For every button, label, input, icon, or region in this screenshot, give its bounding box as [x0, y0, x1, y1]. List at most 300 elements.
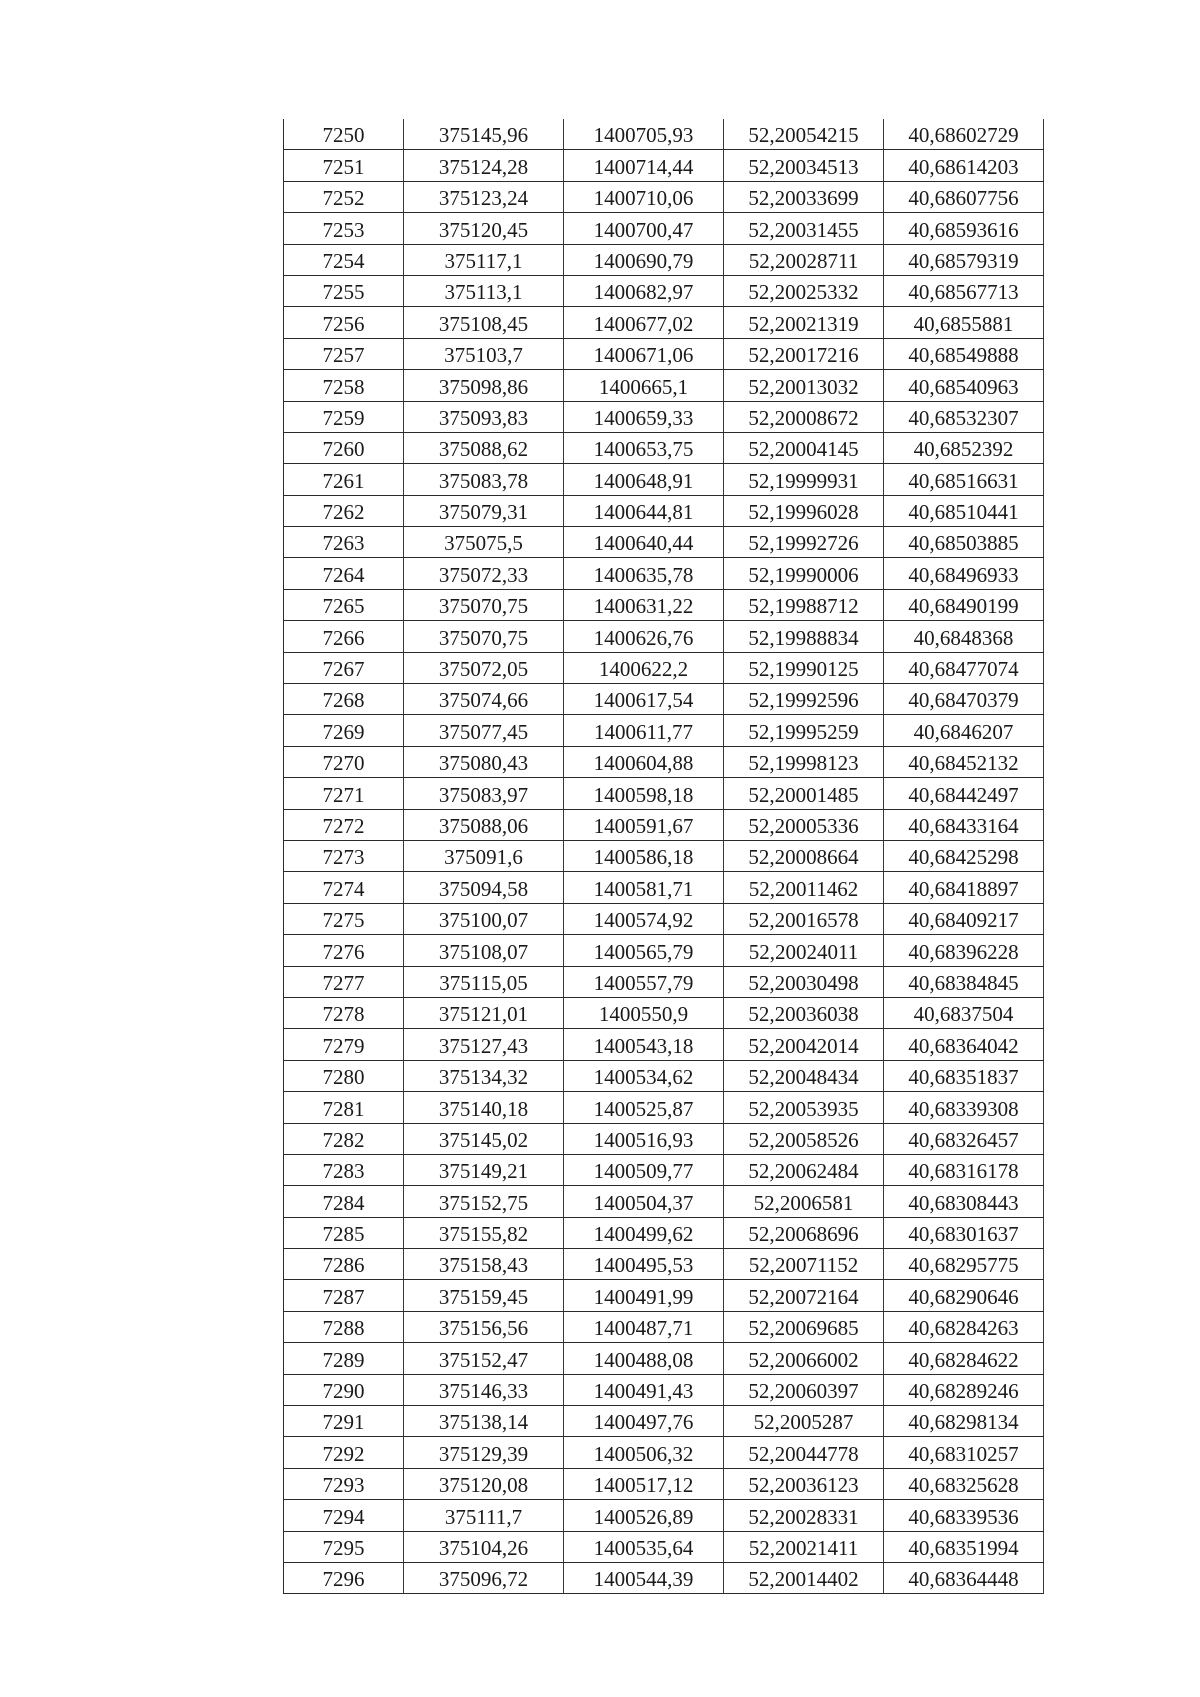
- cell-value: 7277: [322, 970, 365, 995]
- cell-value: 52,19998123: [748, 751, 859, 776]
- cell-value: 1400487,71: [593, 1316, 694, 1341]
- cell-value: 40,68310257: [908, 1441, 1019, 1466]
- cell-value: 1400504,37: [593, 1190, 694, 1215]
- y-coordinate-cell: [564, 997, 724, 1028]
- latitude-cell: [724, 558, 884, 589]
- x-coordinate-cell: [404, 527, 564, 558]
- point-number-cell: [284, 621, 404, 652]
- latitude-cell: [724, 495, 884, 526]
- table-row: [284, 903, 1044, 934]
- point-number-cell: [284, 1186, 404, 1217]
- cell-value: 52,2005287: [753, 1410, 854, 1435]
- cell-value: 375077,45: [438, 719, 529, 744]
- latitude-cell: [724, 840, 884, 871]
- cell-value: 52,20030498: [748, 970, 859, 995]
- y-coordinate-cell: [564, 684, 724, 715]
- longitude-cell: [884, 1437, 1044, 1468]
- y-coordinate-cell: [564, 746, 724, 777]
- cell-value: 7287: [322, 1284, 365, 1309]
- cell-value: 375159,45: [438, 1284, 529, 1309]
- point-number-cell: [284, 432, 404, 463]
- x-coordinate-cell: [404, 684, 564, 715]
- cell-value: 375094,58: [438, 876, 529, 901]
- x-coordinate-cell: [404, 1123, 564, 1154]
- cell-value: 1400677,02: [593, 311, 694, 336]
- longitude-cell: [884, 464, 1044, 495]
- point-number-cell: [284, 746, 404, 777]
- cell-value: 7253: [322, 217, 365, 242]
- x-coordinate-cell: [404, 652, 564, 683]
- cell-value: 52,20011462: [748, 876, 859, 901]
- longitude-cell: [884, 527, 1044, 558]
- latitude-cell: [724, 244, 884, 275]
- point-number-cell: [284, 1343, 404, 1374]
- cell-value: 7296: [322, 1567, 365, 1592]
- table-row: [284, 432, 1044, 463]
- y-coordinate-cell: [564, 715, 724, 746]
- cell-value: 375104,26: [438, 1535, 529, 1560]
- longitude-cell: [884, 715, 1044, 746]
- latitude-cell: [724, 1249, 884, 1280]
- cell-value: 1400653,75: [593, 437, 694, 462]
- cell-value: 40,6837504: [913, 1002, 1014, 1027]
- x-coordinate-cell: [404, 1186, 564, 1217]
- table-row: [284, 464, 1044, 495]
- point-number-cell: [284, 840, 404, 871]
- x-coordinate-cell: [404, 370, 564, 401]
- latitude-cell: [724, 307, 884, 338]
- latitude-cell: [724, 370, 884, 401]
- table-row: [284, 1531, 1044, 1562]
- cell-value: 40,68496933: [908, 562, 1019, 587]
- cell-value: 375127,43: [438, 1033, 529, 1058]
- latitude-cell: [724, 1217, 884, 1248]
- longitude-cell: [884, 1249, 1044, 1280]
- y-coordinate-cell: [564, 558, 724, 589]
- y-coordinate-cell: [564, 527, 724, 558]
- cell-value: 7279: [322, 1033, 365, 1058]
- cell-value: 375074,66: [438, 688, 529, 713]
- latitude-cell: [724, 1060, 884, 1091]
- cell-value: 40,68607756: [908, 186, 1019, 211]
- cell-value: 1400491,99: [593, 1284, 694, 1309]
- longitude-cell: [884, 621, 1044, 652]
- cell-value: 1400544,39: [593, 1567, 694, 1592]
- cell-value: 375103,7: [444, 343, 523, 368]
- table-row: [284, 997, 1044, 1028]
- longitude-cell: [884, 1123, 1044, 1154]
- cell-value: 375156,56: [438, 1316, 529, 1341]
- table-row: [284, 1217, 1044, 1248]
- x-coordinate-cell: [404, 903, 564, 934]
- cell-value: 1400586,18: [593, 845, 694, 870]
- y-coordinate-cell: [564, 1217, 724, 1248]
- table-row: [284, 621, 1044, 652]
- latitude-cell: [724, 1406, 884, 1437]
- y-coordinate-cell: [564, 307, 724, 338]
- point-number-cell: [284, 1217, 404, 1248]
- cell-value: 1400509,77: [593, 1159, 694, 1184]
- longitude-cell: [884, 997, 1044, 1028]
- cell-value: 40,68532307: [908, 405, 1019, 430]
- cell-value: 40,68477074: [908, 657, 1019, 682]
- cell-value: 1400682,97: [593, 280, 694, 305]
- cell-value: 375158,43: [438, 1253, 529, 1278]
- table-row: [284, 746, 1044, 777]
- cell-value: 52,20044778: [748, 1441, 859, 1466]
- cell-value: 1400516,93: [593, 1127, 694, 1152]
- table-row: [284, 1343, 1044, 1374]
- table-row: [284, 1060, 1044, 1091]
- cell-value: 52,20071152: [748, 1253, 859, 1278]
- latitude-cell: [724, 966, 884, 997]
- cell-value: 375120,45: [438, 217, 529, 242]
- x-coordinate-cell: [404, 119, 564, 150]
- longitude-cell: [884, 307, 1044, 338]
- cell-value: 375129,39: [438, 1441, 529, 1466]
- cell-value: 375080,43: [438, 751, 529, 776]
- cell-value: 40,68351837: [908, 1065, 1019, 1090]
- table-row: [284, 338, 1044, 369]
- x-coordinate-cell: [404, 401, 564, 432]
- cell-value: 40,6855881: [913, 311, 1014, 336]
- cell-value: 40,68452132: [908, 751, 1019, 776]
- x-coordinate-cell: [404, 432, 564, 463]
- cell-value: 40,6846207: [913, 719, 1014, 744]
- cell-value: 52,19990125: [748, 657, 859, 682]
- y-coordinate-cell: [564, 1154, 724, 1185]
- cell-value: 7259: [322, 405, 365, 430]
- table-row: [284, 589, 1044, 620]
- cell-value: 1400491,43: [593, 1379, 694, 1404]
- y-coordinate-cell: [564, 181, 724, 212]
- latitude-cell: [724, 150, 884, 181]
- cell-value: 1400534,62: [593, 1065, 694, 1090]
- point-number-cell: [284, 1060, 404, 1091]
- cell-value: 52,20072164: [748, 1284, 859, 1309]
- cell-value: 7281: [322, 1096, 365, 1121]
- cell-value: 52,20060397: [748, 1379, 859, 1404]
- longitude-cell: [884, 1468, 1044, 1499]
- point-number-cell: [284, 1249, 404, 1280]
- latitude-cell: [724, 464, 884, 495]
- cell-value: 40,68301637: [908, 1222, 1019, 1247]
- cell-value: 52,20021319: [748, 311, 859, 336]
- latitude-cell: [724, 872, 884, 903]
- x-coordinate-cell: [404, 1500, 564, 1531]
- cell-value: 375100,07: [438, 908, 529, 933]
- cell-value: 1400648,91: [593, 468, 694, 493]
- y-coordinate-cell: [564, 275, 724, 306]
- cell-value: 375113,1: [444, 280, 523, 305]
- point-number-cell: [284, 370, 404, 401]
- table-row: [284, 809, 1044, 840]
- longitude-cell: [884, 1060, 1044, 1091]
- point-number-cell: [284, 150, 404, 181]
- y-coordinate-cell: [564, 495, 724, 526]
- cell-value: 40,68470379: [908, 688, 1019, 713]
- latitude-cell: [724, 401, 884, 432]
- cell-value: 52,20036123: [748, 1473, 859, 1498]
- point-number-cell: [284, 1468, 404, 1499]
- cell-value: 40,68290646: [908, 1284, 1019, 1309]
- cell-value: 40,68602729: [908, 123, 1019, 148]
- cell-value: 40,68364448: [908, 1567, 1019, 1592]
- latitude-cell: [724, 1029, 884, 1060]
- y-coordinate-cell: [564, 1092, 724, 1123]
- cell-value: 375134,32: [438, 1065, 529, 1090]
- table-row: [284, 684, 1044, 715]
- table-row: [284, 1186, 1044, 1217]
- cell-value: 1400700,47: [593, 217, 694, 242]
- longitude-cell: [884, 119, 1044, 150]
- latitude-cell: [724, 1186, 884, 1217]
- cell-value: 1400622,2: [598, 657, 689, 682]
- cell-value: 7273: [322, 845, 365, 870]
- cell-value: 52,20028711: [748, 248, 859, 273]
- cell-value: 375120,08: [438, 1473, 529, 1498]
- table-row: [284, 244, 1044, 275]
- cell-value: 52,20058526: [748, 1127, 859, 1152]
- cell-value: 1400598,18: [593, 782, 694, 807]
- cell-value: 7264: [322, 562, 365, 587]
- y-coordinate-cell: [564, 119, 724, 150]
- cell-value: 1400665,1: [598, 374, 689, 399]
- cell-value: 375123,24: [438, 186, 529, 211]
- cell-value: 375070,75: [438, 625, 529, 650]
- cell-value: 40,68510441: [908, 500, 1019, 525]
- cell-value: 52,19988712: [748, 594, 859, 619]
- cell-value: 52,20066002: [748, 1347, 859, 1372]
- point-number-cell: [284, 1280, 404, 1311]
- cell-value: 1400499,62: [593, 1222, 694, 1247]
- point-number-cell: [284, 1311, 404, 1342]
- x-coordinate-cell: [404, 1311, 564, 1342]
- table-row: [284, 935, 1044, 966]
- table-row: [284, 1562, 1044, 1593]
- cell-value: 7272: [322, 813, 365, 838]
- cell-value: 7267: [322, 657, 365, 682]
- point-number-cell: [284, 935, 404, 966]
- cell-value: 52,20069685: [748, 1316, 859, 1341]
- latitude-cell: [724, 1437, 884, 1468]
- cell-value: 52,20033699: [748, 186, 859, 211]
- cell-value: 40,68316178: [908, 1159, 1019, 1184]
- y-coordinate-cell: [564, 1562, 724, 1593]
- latitude-cell: [724, 1562, 884, 1593]
- table-row: [284, 213, 1044, 244]
- cell-value: 52,20036038: [748, 1002, 859, 1027]
- cell-value: 7265: [322, 594, 365, 619]
- cell-value: 1400714,44: [593, 154, 694, 179]
- y-coordinate-cell: [564, 1123, 724, 1154]
- cell-value: 375108,07: [438, 939, 529, 964]
- cell-value: 52,20013032: [748, 374, 859, 399]
- longitude-cell: [884, 150, 1044, 181]
- cell-value: 375075,5: [444, 531, 523, 556]
- cell-value: 52,20004145: [748, 437, 859, 462]
- cell-value: 40,68418897: [908, 876, 1019, 901]
- point-number-cell: [284, 872, 404, 903]
- longitude-cell: [884, 684, 1044, 715]
- cell-value: 1400543,18: [593, 1033, 694, 1058]
- x-coordinate-cell: [404, 1060, 564, 1091]
- y-coordinate-cell: [564, 903, 724, 934]
- latitude-cell: [724, 338, 884, 369]
- cell-value: 7261: [322, 468, 365, 493]
- x-coordinate-cell: [404, 464, 564, 495]
- cell-value: 52,19992726: [748, 531, 859, 556]
- cell-value: 7286: [322, 1253, 365, 1278]
- cell-value: 7256: [322, 311, 365, 336]
- table-row: [284, 966, 1044, 997]
- cell-value: 7254: [322, 248, 365, 273]
- cell-value: 1400574,92: [593, 908, 694, 933]
- cell-value: 7262: [322, 500, 365, 525]
- longitude-cell: [884, 1406, 1044, 1437]
- coordinates-table: [283, 119, 1044, 1594]
- cell-value: 7275: [322, 908, 365, 933]
- cell-value: 52,19990006: [748, 562, 859, 587]
- cell-value: 40,68425298: [908, 845, 1019, 870]
- x-coordinate-cell: [404, 1343, 564, 1374]
- x-coordinate-cell: [404, 1280, 564, 1311]
- cell-value: 40,68503885: [908, 531, 1019, 556]
- cell-value: 375115,05: [439, 970, 528, 995]
- point-number-cell: [284, 1123, 404, 1154]
- cell-value: 52,20016578: [748, 908, 859, 933]
- latitude-cell: [724, 746, 884, 777]
- x-coordinate-cell: [404, 1029, 564, 1060]
- cell-value: 1400640,44: [593, 531, 694, 556]
- table-row: [284, 1154, 1044, 1185]
- table-row: [284, 181, 1044, 212]
- cell-value: 7266: [322, 625, 365, 650]
- cell-value: 1400604,88: [593, 751, 694, 776]
- x-coordinate-cell: [404, 966, 564, 997]
- y-coordinate-cell: [564, 966, 724, 997]
- y-coordinate-cell: [564, 809, 724, 840]
- cell-value: 52,2006581: [753, 1190, 854, 1215]
- cell-value: 40,68384845: [908, 970, 1019, 995]
- table-row: [284, 150, 1044, 181]
- cell-value: 40,68593616: [908, 217, 1019, 242]
- cell-value: 52,20014402: [748, 1567, 859, 1592]
- table-row: [284, 1406, 1044, 1437]
- latitude-cell: [724, 589, 884, 620]
- longitude-cell: [884, 652, 1044, 683]
- cell-value: 1400535,64: [593, 1535, 694, 1560]
- cell-value: 1400525,87: [593, 1096, 694, 1121]
- cell-value: 52,20021411: [748, 1535, 859, 1560]
- latitude-cell: [724, 527, 884, 558]
- y-coordinate-cell: [564, 1029, 724, 1060]
- cell-value: 375098,86: [438, 374, 529, 399]
- y-coordinate-cell: [564, 338, 724, 369]
- table-row: [284, 1468, 1044, 1499]
- cell-value: 40,68364042: [908, 1033, 1019, 1058]
- cell-value: 375152,75: [438, 1190, 529, 1215]
- latitude-cell: [724, 684, 884, 715]
- point-number-cell: [284, 1154, 404, 1185]
- cell-value: 40,68549888: [908, 343, 1019, 368]
- cell-value: 1400659,33: [593, 405, 694, 430]
- x-coordinate-cell: [404, 213, 564, 244]
- longitude-cell: [884, 746, 1044, 777]
- longitude-cell: [884, 495, 1044, 526]
- y-coordinate-cell: [564, 1249, 724, 1280]
- table-row: [284, 370, 1044, 401]
- cell-value: 40,68325628: [908, 1473, 1019, 1498]
- cell-value: 1400611,77: [594, 719, 693, 744]
- longitude-cell: [884, 1154, 1044, 1185]
- cell-value: 52,20031455: [748, 217, 859, 242]
- latitude-cell: [724, 1500, 884, 1531]
- y-coordinate-cell: [564, 1468, 724, 1499]
- x-coordinate-cell: [404, 1154, 564, 1185]
- longitude-cell: [884, 966, 1044, 997]
- x-coordinate-cell: [404, 589, 564, 620]
- cell-value: 7269: [322, 719, 365, 744]
- y-coordinate-cell: [564, 589, 724, 620]
- table-row: [284, 275, 1044, 306]
- longitude-cell: [884, 370, 1044, 401]
- y-coordinate-cell: [564, 1280, 724, 1311]
- table-row: [284, 1280, 1044, 1311]
- cell-value: 52,20068696: [748, 1222, 859, 1247]
- longitude-cell: [884, 401, 1044, 432]
- longitude-cell: [884, 903, 1044, 934]
- point-number-cell: [284, 1374, 404, 1405]
- cell-value: 7268: [322, 688, 365, 713]
- y-coordinate-cell: [564, 1186, 724, 1217]
- cell-value: 375091,6: [444, 845, 523, 870]
- longitude-cell: [884, 213, 1044, 244]
- point-number-cell: [284, 715, 404, 746]
- longitude-cell: [884, 1186, 1044, 1217]
- cell-value: 40,68295775: [908, 1253, 1019, 1278]
- cell-value: 52,19995259: [748, 719, 859, 744]
- point-number-cell: [284, 903, 404, 934]
- latitude-cell: [724, 1092, 884, 1123]
- cell-value: 40,68567713: [908, 280, 1019, 305]
- cell-value: 1400581,71: [593, 876, 694, 901]
- table-row: [284, 1123, 1044, 1154]
- cell-value: 375124,28: [438, 154, 529, 179]
- y-coordinate-cell: [564, 1060, 724, 1091]
- cell-value: 52,20008664: [748, 845, 859, 870]
- cell-value: 375096,72: [438, 1567, 529, 1592]
- point-number-cell: [284, 966, 404, 997]
- cell-value: 375117,1: [444, 248, 523, 273]
- point-number-cell: [284, 495, 404, 526]
- cell-value: 1400495,53: [593, 1253, 694, 1278]
- longitude-cell: [884, 1500, 1044, 1531]
- cell-value: 7295: [322, 1535, 365, 1560]
- longitude-cell: [884, 244, 1044, 275]
- cell-value: 375088,62: [438, 437, 529, 462]
- point-number-cell: [284, 1029, 404, 1060]
- x-coordinate-cell: [404, 840, 564, 871]
- table-row: [284, 1029, 1044, 1060]
- cell-value: 7260: [322, 437, 365, 462]
- longitude-cell: [884, 1343, 1044, 1374]
- latitude-cell: [724, 621, 884, 652]
- cell-value: 7276: [322, 939, 365, 964]
- cell-value: 52,19992596: [748, 688, 859, 713]
- latitude-cell: [724, 778, 884, 809]
- y-coordinate-cell: [564, 244, 724, 275]
